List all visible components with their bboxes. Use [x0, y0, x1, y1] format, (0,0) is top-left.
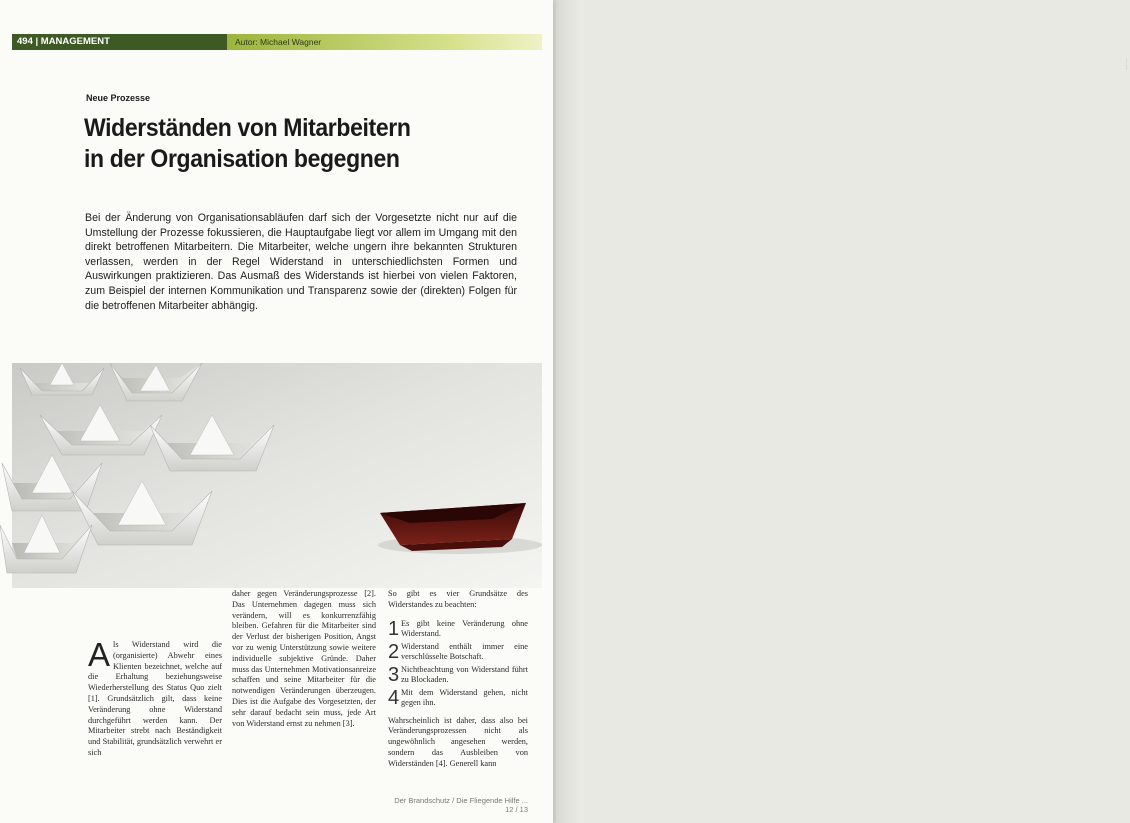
list-item: [388, 619, 528, 639]
adjacent-page-edge: [553, 0, 1130, 823]
list-number: 2: [388, 640, 400, 663]
list-text: Widerstand enthält immer eine verschlüsselte Botschaft.: [401, 641, 528, 661]
list-item: [388, 642, 528, 662]
edge-note: ... ...: [1124, 58, 1130, 70]
paper-boats-image: [12, 363, 542, 588]
list-number: 3: [388, 663, 400, 686]
column-3-intro: So gibt es vier Grundsätze des Widerstandes zu beachten:: [388, 589, 528, 609]
list-number: 4: [388, 686, 400, 709]
section-label: 494 | MANAGEMENT: [12, 34, 227, 50]
list-text: Mit dem Widerstand gehen, nicht gegen ihn.: [401, 687, 528, 707]
list-item: [388, 665, 528, 685]
title-line-1: Widerständen von Mitarbeitern: [84, 114, 411, 142]
column-3-outro: Wahrscheinlich ist daher, dass also bei Veränderungsprozessen nicht als ungewöhnlich angesehen werden, sondern das Ausbleiben von Widerständen [4]. Generell kann: [388, 715, 528, 768]
page-header: [12, 34, 542, 50]
text-column-3: [388, 589, 528, 770]
page-footer: Der Brandschutz / Die Fliegende Hilfe ... 12 / 13: [394, 796, 528, 814]
text-column-1: [88, 636, 222, 759]
list-text: Es gibt keine Veränderung ohne Widerstand.: [401, 618, 528, 638]
column-1-text: ls Widerstand wird die (organisierte) Abwehr eines Klienten bezeichnet, welche auf die Erhaltung beziehungsweise Wiederherstellung des Status Quo zielt [1]. Grundsätzlich gilt, dass keine Veränderung ohne Widerstand durchgeführt werden kann. Der Mitarbeiter strebt nach Beständigkeit und Stabilität, grundsätzlich verwehrt er sich: [88, 640, 222, 757]
list-text: Nichtbeachtung von Widerstand führt zu Blockaden.: [401, 664, 528, 684]
author-label: Autor: Michael Wagner: [227, 34, 542, 50]
text-column-2: daher gegen Veränderungsprozesse [2]. Das Unternehmen dagegen muss sich verändern, will es konkurrenzfähig bleiben. Gefahren für die Mitarbeiter sind der Verlust der bisherigen Position, Angst vor zu wenig Unterstützung sowie weitere individuelle subjektive Gründe. Daher muss das Unternehmen Motivationsanreize schaffen und seine Mitarbeiter für die notwendigen Veränderungen überzeugen. Dies ist die Aufgabe des Vorgesetzten, der sehr darauf bedacht sein muss, jede Art von Widerstand ernst zu nehmen [3].: [232, 589, 376, 728]
drop-cap: A: [88, 636, 111, 673]
magazine-page: [0, 0, 553, 823]
title-line-2: in der Organisation begegnen: [84, 145, 400, 173]
list-number: 1: [388, 617, 400, 640]
article-kicker: Neue Prozesse: [86, 93, 151, 103]
list-item: [388, 688, 528, 708]
article-title: [84, 113, 489, 175]
principles-list: [388, 619, 528, 708]
article-lead: Bei der Änderung von Organisationsabläufen darf sich der Vorgesetzte nicht nur auf die Umstellung der Prozesse fokussieren, die Hauptaufgabe liegt vor allem im Umgang mit den direkt betroffenen Mitarbeitern. Die Mitarbeiter, welche ungern ihre bekannten Strukturen verlassen, werden in der Regel Widerstand in unterschiedlichsten Formen und Auswirkungen praktizieren. Das Ausmaß des Widerstands ist hierbei von vielen Faktoren, zum Beispiel der internen Kommunikation und Transparenz sowie der (direkten) Folgen für die betroffenen Mitarbeiter abhängig.: [85, 212, 517, 312]
